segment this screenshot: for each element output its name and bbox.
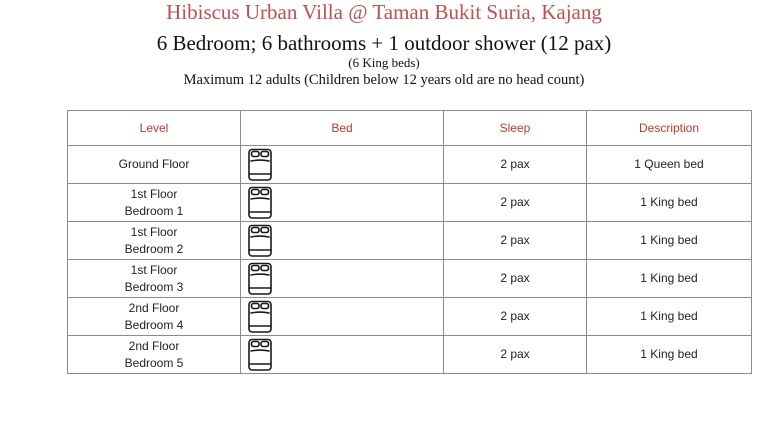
capacity-note: Maximum 12 adults (Children below 12 years old are no head count)	[183, 72, 585, 88]
level-floor: 1st Floor	[130, 186, 178, 201]
sleep-cell: 2 pax	[444, 260, 587, 298]
page-title: Hibiscus Urban Villa @ Taman Bukit Suria, Kajang	[166, 0, 602, 24]
level-room: Bedroom 2	[124, 241, 184, 256]
description-cell: 1 Queen bed	[587, 146, 752, 184]
level-room: Bedroom 4	[124, 317, 184, 332]
sleep-cell: 2 pax	[444, 336, 587, 374]
bed-icon	[245, 338, 275, 372]
level-floor: 2nd Floor	[128, 338, 180, 353]
bed-cell	[241, 184, 444, 222]
level-cell	[68, 336, 241, 374]
level-cell	[68, 260, 241, 298]
sleep-cell: 2 pax	[444, 184, 587, 222]
level-room: Bedroom 1	[124, 203, 184, 218]
bed-icon	[245, 262, 275, 296]
bed-cell	[241, 146, 444, 184]
bed-cell	[241, 222, 444, 260]
level-cell	[68, 146, 241, 184]
description-cell: 1 King bed	[587, 260, 752, 298]
bed-cell	[241, 260, 444, 298]
rooms-table	[67, 110, 752, 374]
bed-cell	[241, 336, 444, 374]
description-cell: 1 King bed	[587, 222, 752, 260]
level-room: Bedroom 3	[124, 279, 184, 294]
bed-icon	[245, 148, 275, 182]
table-row	[68, 222, 752, 260]
level-room: Bedroom 5	[124, 355, 184, 370]
description-cell: 1 King bed	[587, 298, 752, 336]
description-cell: 1 King bed	[587, 184, 752, 222]
table-row	[68, 146, 752, 184]
column-header-level: Level	[68, 111, 241, 146]
sleep-cell: 2 pax	[444, 298, 587, 336]
bed-icon	[245, 186, 275, 220]
level-floor: 1st Floor	[130, 262, 178, 277]
level-floor: 2nd Floor	[128, 300, 180, 315]
bed-cell	[241, 298, 444, 336]
table-row	[68, 184, 752, 222]
sleep-cell: 2 pax	[444, 146, 587, 184]
level-floor: Ground Floor	[118, 157, 190, 171]
bed-icon	[245, 300, 275, 334]
table-header-row	[68, 111, 752, 146]
table-row	[68, 298, 752, 336]
table-row	[68, 260, 752, 298]
level-cell	[68, 184, 241, 222]
column-header-sleep: Sleep	[444, 111, 587, 146]
beds-note: (6 King beds)	[348, 55, 420, 70]
level-floor: 1st Floor	[130, 224, 178, 239]
description-cell: 1 King bed	[587, 336, 752, 374]
bed-icon	[245, 224, 275, 258]
table-row	[68, 336, 752, 374]
level-cell	[68, 222, 241, 260]
column-header-bed: Bed	[241, 111, 444, 146]
page-subtitle: 6 Bedroom; 6 bathrooms + 1 outdoor shower (12 pax)	[156, 31, 612, 55]
sleep-cell: 2 pax	[444, 222, 587, 260]
column-header-description: Description	[587, 111, 752, 146]
level-cell	[68, 298, 241, 336]
